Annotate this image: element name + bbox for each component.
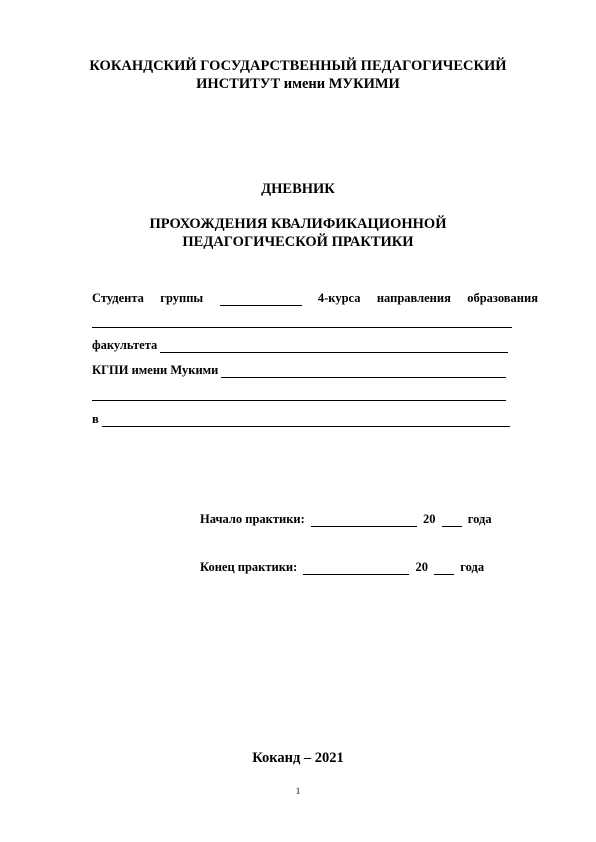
practice-end-year-suffix: года	[460, 560, 485, 574]
practice-start-label: Начало практики:	[200, 512, 305, 526]
document-subtitle	[0, 215, 596, 251]
institute-blank[interactable]	[221, 365, 506, 378]
location-row	[92, 412, 510, 427]
course-label: 4-курса	[317, 291, 361, 305]
page-number: 1	[295, 786, 301, 796]
practice-start-date-blank[interactable]	[311, 513, 417, 527]
student-label: Студента	[92, 291, 144, 305]
practice-end-year-blank[interactable]	[434, 561, 454, 575]
faculty-row	[92, 338, 508, 353]
practice-end-row	[200, 560, 484, 575]
city-year: Коканд – 2021	[252, 750, 344, 766]
document-subtitle-line1: ПРОХОЖДЕНИЯ КВАЛИФИКАЦИОННОЙ	[149, 216, 447, 232]
practice-start-row	[200, 512, 492, 527]
institution-header	[0, 57, 596, 93]
direction-label: направления	[376, 291, 451, 305]
student-row	[92, 291, 538, 306]
group-blank[interactable]	[220, 292, 302, 306]
education-label: образования	[467, 291, 538, 305]
faculty-label: факультета	[92, 338, 158, 352]
practice-end-year-prefix: 20	[415, 560, 429, 574]
document-title: ДНЕВНИК	[261, 181, 335, 197]
location-blank[interactable]	[102, 414, 510, 427]
direction-blank[interactable]	[92, 327, 512, 328]
document-subtitle-line2: ПЕДАГОГИЧЕСКОЙ ПРАКТИКИ	[182, 234, 414, 250]
practice-end-label: Конец практики:	[200, 560, 298, 574]
institute-label: КГПИ имени Мукими	[92, 363, 219, 377]
institution-header-line1: КОКАНДСКИЙ ГОСУДАРСТВЕННЫЙ ПЕДАГОГИЧЕСКИЙ	[89, 58, 507, 74]
institute-row	[92, 363, 506, 378]
institution-header-line2: ИНСТИТУТ имени МУКИМИ	[196, 76, 400, 92]
practice-start-year-blank[interactable]	[442, 513, 462, 527]
practice-start-year-prefix: 20	[423, 512, 436, 526]
extra-blank[interactable]	[92, 400, 506, 401]
faculty-blank[interactable]	[160, 340, 508, 353]
practice-end-date-blank[interactable]	[303, 561, 409, 575]
practice-start-year-suffix: года	[467, 512, 492, 526]
location-label: в	[92, 412, 99, 426]
group-label: группы	[160, 291, 204, 305]
